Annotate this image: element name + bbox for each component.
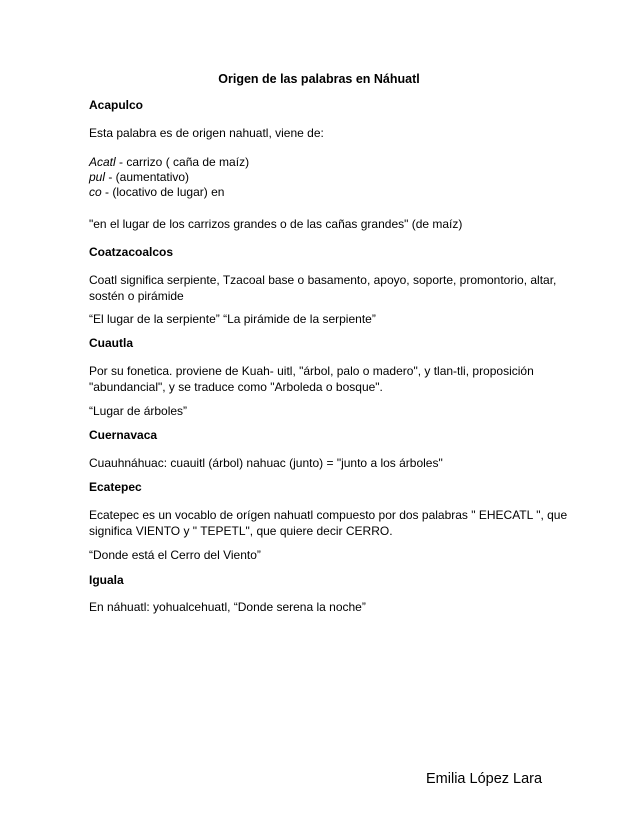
cuautla-meaning: “Lugar de árboles” <box>89 404 188 418</box>
heading-acapulco: Acapulco <box>89 98 144 112</box>
cuautla-desc-line-1: Por su fonetica. proviene de Kuah- uitl, "árbol, palo o madero", y tlan-tli, proposición <box>89 364 534 378</box>
heading-coatzacoalcos: Coatzacoalcos <box>89 245 174 259</box>
iguala-desc: En náhuatl: yohualcehuatl, “Donde serena la noche” <box>89 600 366 614</box>
ecatepec-meaning: “Donde está el Cerro del Viento” <box>89 548 261 562</box>
acapulco-part-2-desc: - (aumentativo) <box>105 170 190 184</box>
heading-iguala: Iguala <box>89 573 124 587</box>
ecatepec-desc-line-2: significa VIENTO y " TEPETL", que quiere decir CERRO. <box>89 524 393 538</box>
acapulco-part-1 <box>89 155 249 170</box>
acapulco-part-1-term: Acatl <box>89 155 116 169</box>
ecatepec-desc-line-1: Ecatepec es un vocablo de orígen nahuatl compuesto por dos palabras " EHECATL ", que <box>89 508 568 522</box>
acapulco-part-1-desc: - carrizo ( caña de maíz) <box>115 155 250 169</box>
heading-ecatepec: Ecatepec <box>89 480 142 494</box>
cuautla-desc-line-2: "abundancial", y se traduce como "Arboleda o bosque". <box>89 380 383 394</box>
acapulco-part-2 <box>89 170 189 185</box>
coatzacoalcos-desc-line-1: Coatl significa serpiente, Tzacoal base o basamento, apoyo, soporte, promontorio, altar, <box>89 273 557 287</box>
acapulco-part-3 <box>89 185 224 200</box>
acapulco-part-2-term: pul <box>89 170 106 184</box>
acapulco-part-3-term: co <box>89 185 102 199</box>
cuernavaca-desc: Cuauhnáhuac: cuauitl (árbol) nahuac (junto) = "junto a los árboles" <box>89 456 443 470</box>
author-name: Emilia López Lara <box>426 771 543 787</box>
acapulco-meaning: "en el lugar de los carrizos grandes o de las cañas grandes" (de maíz) <box>89 217 463 231</box>
coatzacoalcos-desc-line-2: sostén o pirámide <box>89 289 184 303</box>
heading-cuautla: Cuautla <box>89 336 134 350</box>
heading-cuernavaca: Cuernavaca <box>89 428 158 442</box>
document-title: Origen de las palabras en Náhuatl <box>218 72 420 86</box>
acapulco-intro: Esta palabra es de origen nahuatl, viene de: <box>89 126 324 140</box>
acapulco-part-3-desc: - (locativo de lugar) en <box>101 185 225 199</box>
coatzacoalcos-meaning: “El lugar de la serpiente” “La pirámide de la serpiente” <box>89 312 376 326</box>
